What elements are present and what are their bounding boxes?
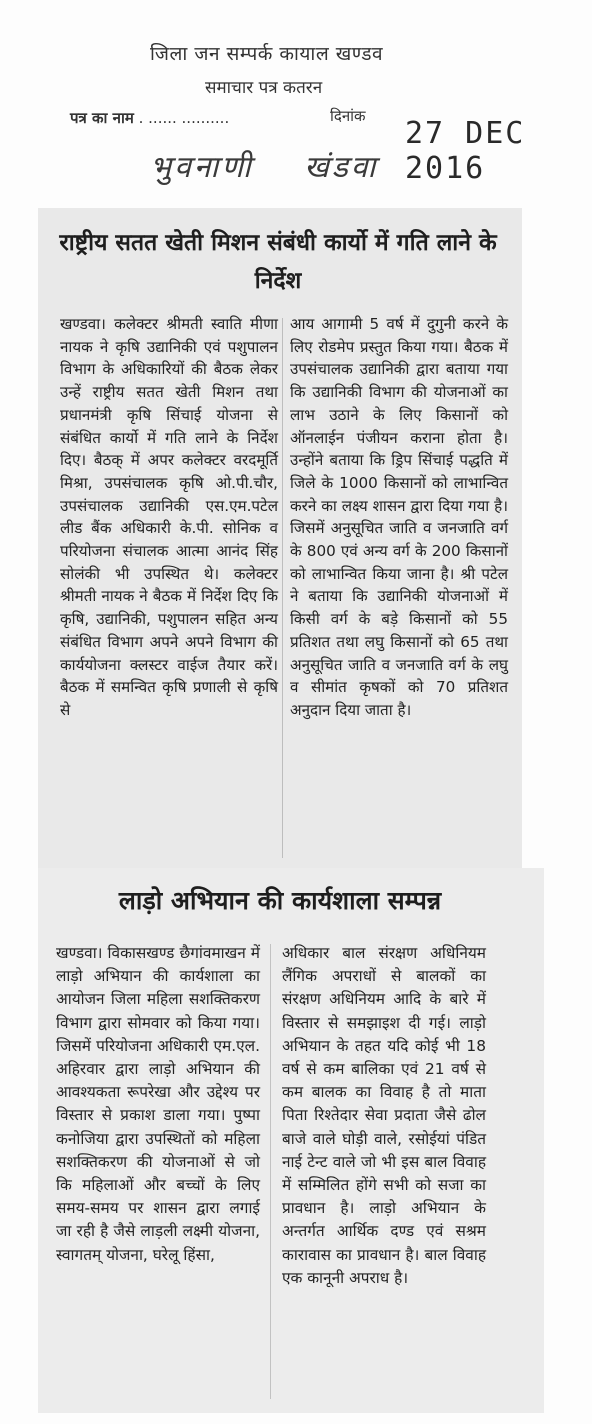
paper-name-label: पत्र का नाम [70, 109, 134, 127]
article-2-headline: लाड़ो अभियान की कार्यशाला सम्पन्न [118, 886, 442, 915]
date-label: दिनांक [330, 107, 366, 125]
column-divider [270, 944, 271, 1399]
article-2-column-1: खण्डवा। विकासखण्ड छैगांवमाखन में लाड़ो अभियान की कार्यशाला का आयोजन जिला महिला सशक्तिकरण विभाग द्वारा सोमवार को किया गया। जिसमें परियोजना अधिकारी एम.एल. अहिरवार द्वारा लाड़ो अभियान की आवश्यकता रूपरेखा और उद्देश्य पर विस्तार से प्रकाश डाला गया। पुष्पा कनोजिया द्वारा उपस्थितों को महिला सशक्तिकरण की योजनाओं से जो कि महिलाओं और बच्चों के लिए समय-समय पर शासन द्वारा लगाई जा रही है जैसे लाड़ली लक्ष्मी योजना, स्वागतम् योजना, घरेलू हिंसा, [56, 944, 260, 1264]
date-stamp: 27 DEC 2016 [405, 116, 526, 186]
paper-name-dots: . ...... .......... [138, 109, 230, 127]
handwritten-paper: भुवनाणी [150, 150, 254, 185]
stamp-paper-name-row [70, 108, 229, 128]
handwritten-city: खंडवा [304, 150, 379, 185]
article-2-column-2: अधिकार बाल संरक्षण अधिनियम लैंगिक अपराधों से बालकों का संरक्षण अधिनियम आदि के बारे में विस्तार से समझाइश दी गई। लाड़ो अभियान के तहत यदि कोई भी 18 वर्ष से कम बालिका एवं 21 वर्ष से कम बालक का विवाह है तो माता पिता रिश्तेदार सेवा प्रदाता जैसे ढोल बाजे वाले घोड़ी वाले, रसोईयां पंडित नाई टेन्ट वाले जो भी इस बाल विवाह में सम्मिलित होंगे सभी को सजा का प्रावधान है। लाड़ो अभियान के अन्तर्गत आर्थिक दण्ड एवं सश्रम कारावास का प्रावधान है। बाल विवाह एक कानूनी अपराध है। [282, 944, 486, 1287]
stamp-title: समाचार पत्र कतरन [205, 78, 323, 98]
clipping-stamp [0, 0, 592, 200]
article-1-headline: राष्ट्रीय सतत खेती मिशन संबंधी कार्यो में गति लाने के निर्देश [59, 230, 497, 294]
article-1-column-1: खण्डवा। कलेक्टर श्रीमती स्वाति मीणा नायक ने कृषि उद्यानिकी एवं पशुपालन विभाग के अधिकारियों की बैठक लेकर उन्हें राष्ट्रीय सतत खेती मिशन तथा प्रधानमंत्री कृषि सिंचाई योजना से संबंधित कार्यो में गति लाने के निर्देश दिए। बैठक् में अपर कलेक्टर वरदमूर्ति मिश्रा, उपसंचालक कृषि ओ.पी.चौर, उपसंचालक उद्यानिकी एस.एम.पटेल लीड बैंक अधिकारी के.पी. सोनिक व परियोजना संचालक आत्मा आनंद सिंह सोलंकी भी उपस्थित थे। कलेक्टर श्रीमती नायक ने बैठक में निर्देश दिए कि कृषि, उद्यानिकी, पशुपालन सहित अन्य संबंधित विभाग अपने अपने विभाग की कार्ययोजना क्लस्टर वाईज तैयार करें। बैठक में समन्वित कृषि प्रणाली से कृषि से [60, 315, 278, 719]
column-divider [282, 318, 283, 858]
stamp-office-name: जिला जन सम्पर्क कायाल खण्डव [150, 43, 384, 65]
handwritten-paper-name [150, 145, 378, 186]
article-1-column-2: आय आगामी 5 वर्ष में दुगुनी करने के लिए रोडमेप प्रस्तुत किया गया। बैठक में उपसंचालक उद्यानिकी द्वारा बताया गया कि उद्यानिकी विभाग की योजनाओं का लाभ उठाने के लिए किसानों को ऑनलाईन पंजीयन कराना होता है। उन्होंने बताया कि ड्रिप सिंचाई पद्धति में जिले के 1000 किसानों को लाभान्वित करने का लक्ष्य शासन द्वारा दिया गया है। जिसमें अनुसूचित जाति व जनजाति वर्ग के 800 एवं अन्य वर्ग के 200 किसानों को लाभान्वित किया जाना है। श्री पटेल ने बताया कि उद्यानिकी योजनाओं में किसी वर्ग के बड़े किसानों को 55 प्रतिशत तथा लघु किसानों को 65 तथा अनुसूचित जाति व जनजाति वर्ग के लघु व सीमांत कृषकों को 70 प्रतिशत अनुदान दिया जाता है। [290, 315, 508, 719]
